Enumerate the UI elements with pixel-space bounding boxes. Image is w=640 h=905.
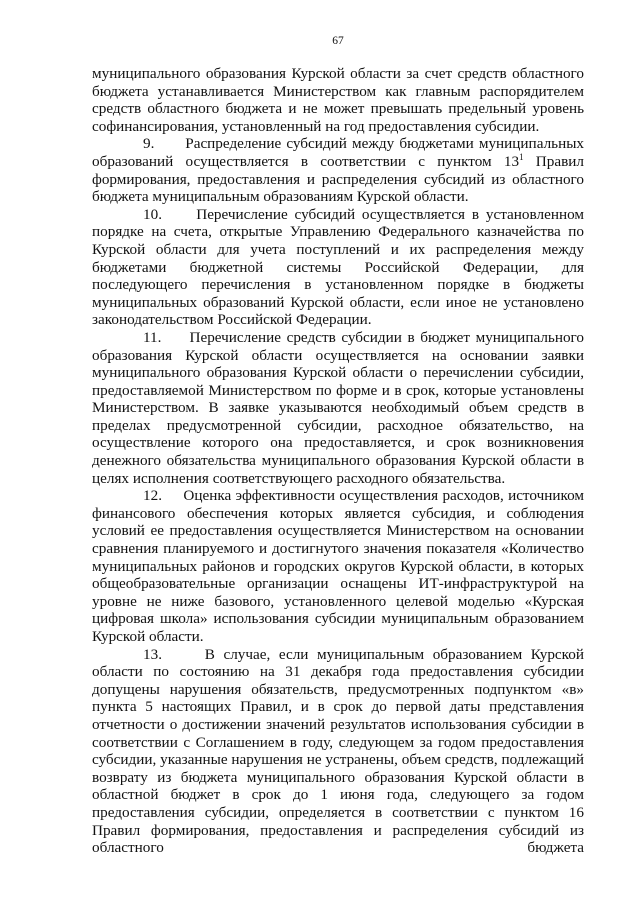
- paragraph-8-continuation: муниципального образования Курской области за счет средств областного бюджета устанавливается Министерством как главным распорядителем средств областного бюджета и не может превышать предельный уровень софинансирования, установленный на год предоставления субсидии.: [92, 65, 584, 135]
- paragraph-12: 12. Оценка эффективности осуществления расходов, источником финансового обеспечения которых является субсидия, и соблюдения условий ее предоставления осуществляется Министерством на основании сравнения планируемого и достигнутого значения показателя «Количество муниципальных районов и городских округов Курской области, в которых общеобразовательные организации оснащены ИТ-инфраструктурой на уровне не ниже базового, установленного целевой моделью «Курская цифровая школа» использования субсидии муниципальным образованием Курской области.: [92, 487, 584, 645]
- paragraph-13: 13. В случае, если муниципальным образованием Курской области по состоянию на 31 декабря года предоставления субсидии допущены нарушения обязательств, предусмотренных подпунктом «в» пункта 5 настоящих Правил, и в срок до первой даты представления отчетности о достижении значений результатов использования субсидии в соответствии с Соглашением в году, следующем за годом предоставления субсидии, указанные нарушения не устранены, объем средств, подлежащий возврату из бюджета муниципального образования Курской области в областной бюджет в срок до 1 июня года, следующего за годом предоставления субсидии, определяется в соответствии с пунктом 16 Правил формирования, предоставления и распределения субсидий из областного бюджета: [92, 645, 584, 857]
- paragraph-10: 10. Перечисление субсидий осуществляется в установленном порядке на счета, открытые Управлению Федерального казначейства по Курской области для учета поступлений и их распределения между бюджетами бюджетной системы Российской Федерации, для последующего перечисления в установленном порядке в бюджеты муниципальных образований Курской области, если иное не установлено законодательством Российской Федерации.: [92, 205, 584, 329]
- paragraph-9-text-tail: Правил формирования, предоставления и распределения субсидий из областного бюджета муниципальным образованиям Курской области.: [92, 152, 584, 206]
- paragraph-9: [92, 135, 584, 205]
- paragraph-9-text: 9. Распределение субсидий между бюджетами муниципальных образований осуществляется в соответствии с пунктом 13: [92, 135, 584, 170]
- page-number: 67: [332, 35, 344, 47]
- paragraph-9-superscript: 1: [519, 151, 524, 162]
- paragraph-11: 11. Перечисление средств субсидии в бюджет муниципального образования Курской области осуществляется на основании заявки муниципального образования Курской области о перечислении субсидии, предоставляемой Министерством по форме и в срок, которые установлены Министерством. В заявке указываются необходимый объем средств в пределах предусмотренной субсидии, расходное обязательство, на осуществление которого она предоставляется, и срок возникновения денежного обязательства муниципального образования Курской области в целях исполнения соответствующего расходного обязательства.: [92, 328, 584, 487]
- document-body: [92, 65, 584, 857]
